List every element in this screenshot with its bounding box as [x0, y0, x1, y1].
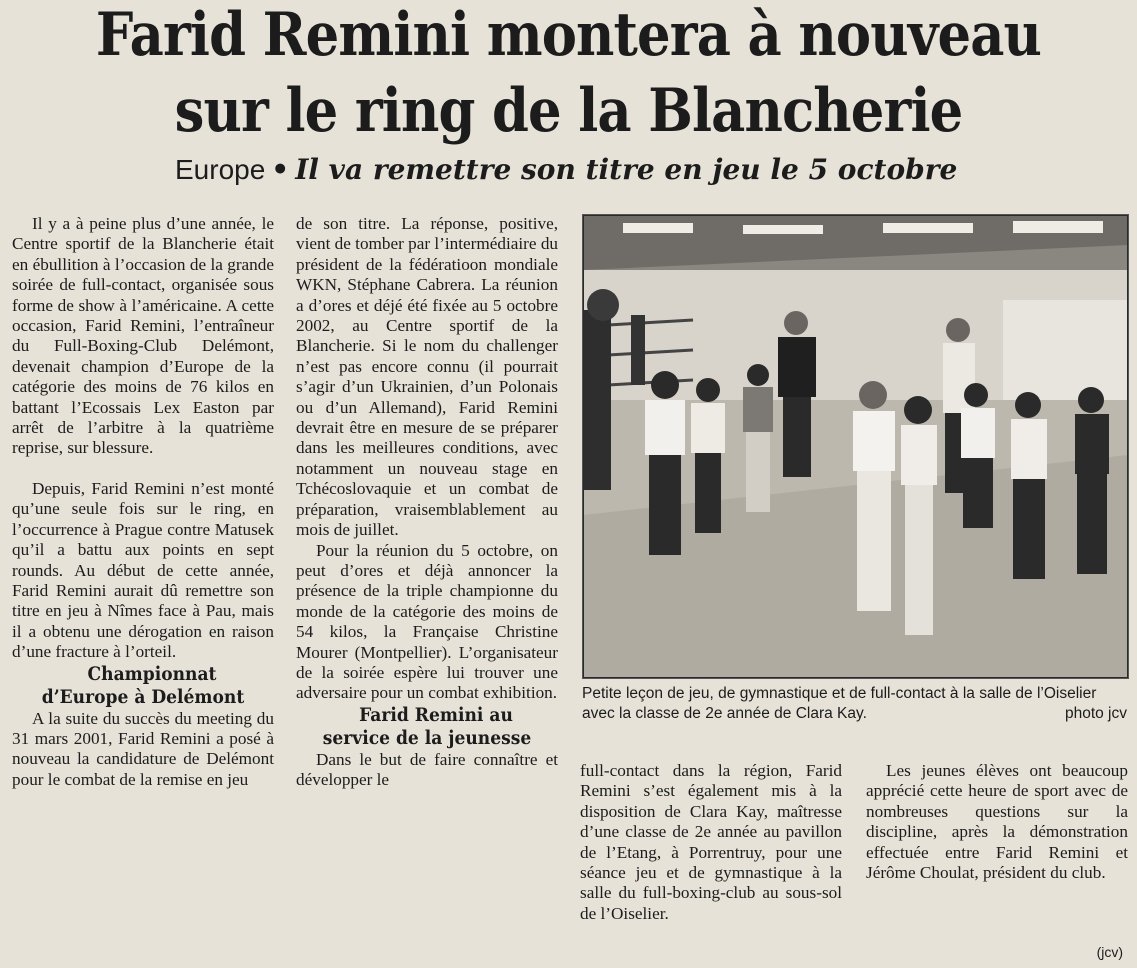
column-1	[12, 214, 274, 790]
photo-credit: photo jcv	[1064, 705, 1127, 722]
paragraph: Les jeunes élèves ont beaucoup apprécié cette heure de sport avec de nombreuses questions sur la discipline, après la démonstration effectuée entre Farid Remini et Jérôme Choulat, président du club.	[866, 761, 1128, 883]
headline-line-1: Farid Remini montera à nouveau	[95, 0, 1042, 70]
bullet-separator: •	[271, 153, 290, 186]
caption-text: Petite leçon de jeu, de gymnastique et de full-contact à la salle de l’Oiselier avec la classe de 2e année de Clara Kay.	[582, 685, 1097, 722]
paragraph: A la suite du succès du meeting du 31 mars 2001, Farid Remini a posé à nouveau la candidature de Delémont pour le combat de la remise en jeu	[12, 708, 274, 789]
paragraph: Depuis, Farid Remini n’est monté qu’une seule fois sur le ring, en l’occurrence à Prague contre Matusek qu’il a battu aux points en sept rounds. Au début de cette année, Farid Remini aurait dû remettre son titre en jeu à Nîmes face à Pau, mais il a obtenu une dérogation en raison d’une fracture à l’orteil.	[12, 478, 274, 662]
paragraph: de son titre. La réponse, positive, vient de tomber par l’intermédiaire du président de la fédératioon mondiale WKN, Stéphane Cabrera. La réunion a d’ores et déjé été fixée au 5 octobre 2002, au Centre sportif de la Blancherie. Si le nom du challenger n’est pas encore connu (il pourrait s’agir d’un Ukrainien, d’un Polonais ou d’un Allemand), Farid Remini devrait être en mesure de se préparer dans les meilleures conditions, avec notamment un nouveau stage en Tchécoslovaquie et un combat de préparation, vraisemblablement au mois de juillet.	[296, 214, 559, 540]
photo-illustration	[583, 215, 1128, 678]
subheadline	[175, 150, 975, 190]
paragraph: full-contact dans la région, Farid Remini s’est également mis à la disposition de Clara Kay, maîtresse d’une classe de 2e année au pavillon de l’Etang, à Porrentruy, pour une séance jeu et de gymnastique à la salle du full-boxing-club au sous-sol de l’Oiselier.	[580, 761, 842, 923]
paragraph: Il y a à peine plus d’une année, le Centre sportif de la Blancherie était en ébullition à l’occasion de la grande soirée de full-contact, organisée sous forme de show à l’américaine. A cette occasion, Farid Remini, l’entraîneur du Full-Boxing-Club Delémont, devenait champion d’Europe de la catégorie des moins de 76 kilos en battant l’Ecossais Lex Easton par arrêt de l’arbitre à la quatrième reprise, sur blessure.	[12, 214, 274, 458]
photo-gym-class	[582, 214, 1129, 679]
column-2	[296, 214, 558, 791]
section-subhead: Championnat d’Europe à Delémont	[41, 662, 245, 708]
column-4	[866, 761, 1128, 883]
paragraph: Dans le but de faire connaître et développer le	[296, 749, 558, 790]
author-signature: (jcv)	[1096, 944, 1123, 960]
headline-line-2: sur le ring de la Blancherie	[174, 76, 963, 146]
deck: Il va remettre son titre en jeu le 5 octobre	[295, 153, 958, 186]
kicker: Europe	[175, 154, 266, 185]
paragraph: Pour la réunion du 5 octobre, on peut d’ores et déjà annoncer la présence de la triple championne du monde de la catégorie des moins de 54 kilos, la Française Christine Mourer (Montpellier). L’organisateur de la soirée espère lui trouver une adversaire pour un combat exhibition.	[296, 540, 558, 703]
photo-caption	[582, 684, 1127, 724]
column-3	[580, 761, 842, 924]
section-subhead: Farid Remini au service de la jeunesse	[322, 703, 532, 749]
